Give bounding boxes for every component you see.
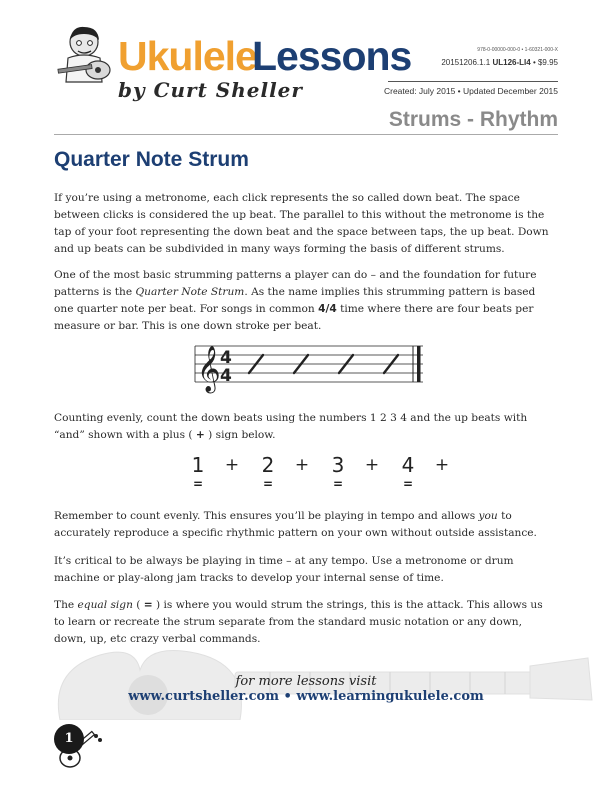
author-byline: by Curt Sheller xyxy=(118,78,303,102)
and-plus: + xyxy=(434,455,450,475)
brand-word-ukulele: Ukulele xyxy=(118,33,257,79)
equal-sign: = xyxy=(143,599,153,611)
beat-count: 1 xyxy=(191,453,205,477)
paragraph-metronome: If you’re using a metronome, each click represents the so called down beat. The space between clicks is considered the up beat. The parallel to this without the metronome is the tap of your foot representing the down beat and the space between taps, the up beat. Down and up beats can be subdivided in many ways forming the basis of different strums. xyxy=(54,192,549,255)
time-signature-top: 4 xyxy=(220,348,232,368)
beat-count: 3 xyxy=(331,453,345,477)
time-signature-bottom: 4 xyxy=(220,366,232,386)
created-date: Created: July 2015 • Updated December 2015 xyxy=(383,86,558,96)
product-code: 20151206.1.1 xyxy=(441,58,491,67)
link-separator: • xyxy=(283,689,292,704)
header-divider xyxy=(388,81,558,82)
footer-visit-text: for more lessons visit xyxy=(235,674,377,689)
link-curtsheller[interactable]: www.curtsheller.com xyxy=(128,689,279,704)
treble-clef-icon: 𝄞 xyxy=(197,346,221,392)
and-plus: + xyxy=(364,455,380,475)
music-staff-notation xyxy=(187,338,427,394)
section-divider xyxy=(54,134,558,135)
time-signature-text: 4/4 xyxy=(318,303,337,315)
brand-word-lessons: Lessons xyxy=(252,33,412,79)
and-plus: + xyxy=(294,455,310,475)
link-learningukulele[interactable]: www.learningukulele.com xyxy=(296,689,484,704)
beat-count: 4 xyxy=(401,453,415,477)
paragraph-counting: Counting evenly, count the down beats using the numbers 1 2 3 4 and the up beats with “and” shown with a plus ( + ) sign below. xyxy=(54,412,528,441)
paragraph-count-evenly: Remember to count evenly. This ensures you’ll be playing in tempo and allows you to accurately reproduce a specific rhythmic pattern on your own without outside assistance. xyxy=(54,510,537,539)
paragraph-quarter-note: One of the most basic strumming patterns a player can do – and the foundation for future patterns is the Quarter Note Strum. As the name implies this strumming pattern is based one quarter note per beat. For songs in common 4/4 time where there are four beats per measure or bar. This is one down stroke per beat. xyxy=(54,269,537,332)
paragraph-equal-sign: The equal sign ( = ) is where you would strum the strings, this is the attack. This allows us to learn or recreate the strum separate from the standard music notation or any down, down, up, etc crazy verbal commands. xyxy=(54,599,543,645)
strum-equal: = xyxy=(262,477,274,491)
strum-equal: = xyxy=(402,477,414,491)
footer-links xyxy=(0,689,612,704)
page-title: Quarter Note Strum xyxy=(54,148,249,171)
counting-row xyxy=(186,452,456,492)
section-title: Strums - Rhythm xyxy=(388,108,558,131)
page-number-badge: 1 xyxy=(54,724,84,754)
isbn-line: 978-0-00000-000-0 • 1-60321-000-X xyxy=(477,47,558,53)
strum-equal: = xyxy=(192,477,204,491)
ukulele-player-logo-icon xyxy=(54,22,118,88)
product-id: UL126-LI4 xyxy=(492,58,531,67)
beat-count: 2 xyxy=(261,453,275,477)
strum-equal: = xyxy=(332,477,344,491)
plus-sign: + xyxy=(195,429,205,441)
product-line: 20151206.1.1 UL126-LI4 • $9.95 xyxy=(441,58,558,67)
and-plus: + xyxy=(224,455,240,475)
paragraph-time: It’s critical to be always be playing in time – at any tempo. Use a metronome or drum machine or play-along jam tracks to develop your internal sense of time. xyxy=(54,555,514,584)
price: $9.95 xyxy=(537,58,558,67)
